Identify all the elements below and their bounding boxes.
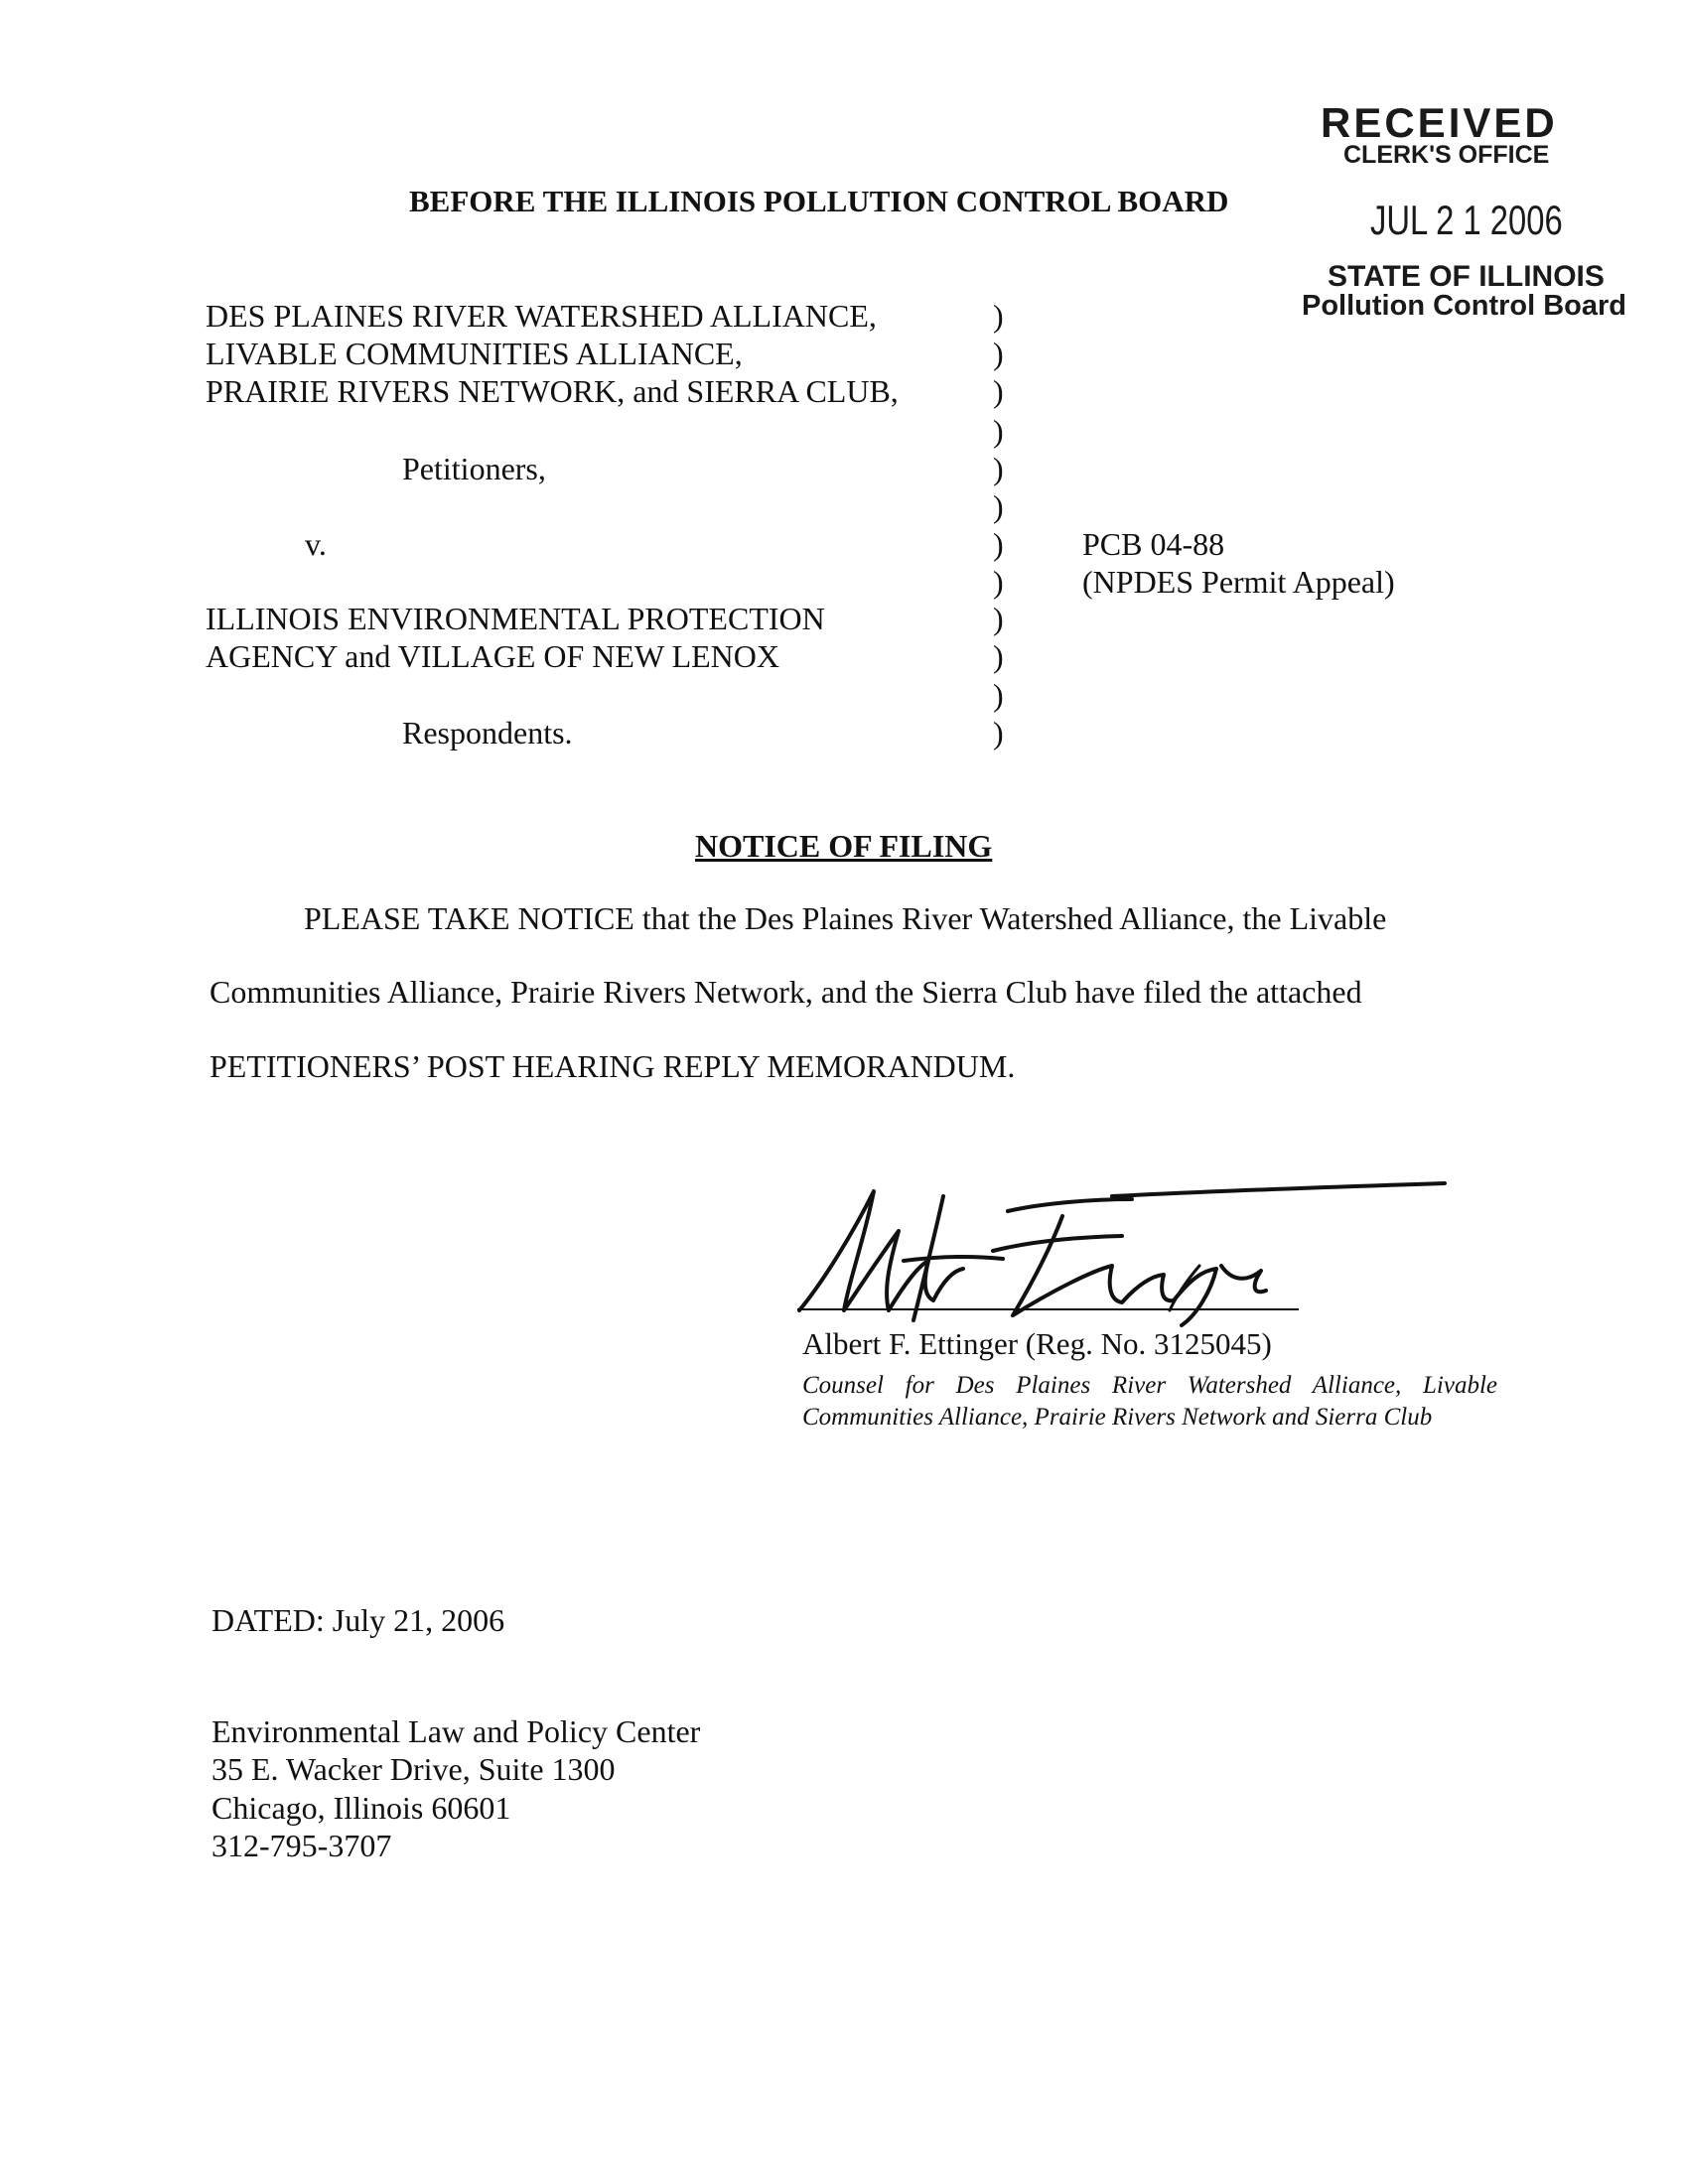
caption-paren: ): [993, 373, 1004, 409]
stamp-date: JUL 2 1 2006: [1370, 197, 1563, 243]
respondent-line-1: ILLINOIS ENVIRONMENTAL PROTECTION: [206, 601, 825, 636]
address-line-2: 35 E. Wacker Drive, Suite 1300: [211, 1751, 616, 1787]
notice-line-1: PLEASE TAKE NOTICE that the Des Plaines River Watershed Alliance, the Livable: [304, 900, 1387, 936]
caption-paren: ): [993, 715, 1004, 751]
stamp-clerks-office: CLERK'S OFFICE: [1343, 141, 1550, 169]
notice-line-2: Communities Alliance, Prairie Rivers Network, and the Sierra Club have filed the attached: [210, 974, 1362, 1010]
stamp-board: Pollution Control Board: [1302, 290, 1627, 322]
notice-title: NOTICE OF FILING: [695, 828, 993, 864]
caption-paren: ): [993, 336, 1004, 371]
signature-image: [794, 1171, 1450, 1330]
versus-label: v.: [305, 526, 327, 562]
address-line-1: Environmental Law and Policy Center: [211, 1713, 701, 1749]
stamp-received: RECEIVED: [1321, 99, 1558, 146]
case-type: (NPDES Permit Appeal): [1082, 564, 1395, 600]
address-line-3: Chicago, Illinois 60601: [211, 1790, 511, 1826]
caption-paren: ): [993, 677, 1004, 713]
caption-paren: ): [993, 488, 1004, 524]
case-number: PCB 04-88: [1082, 526, 1225, 562]
petitioner-line-2: LIVABLE COMMUNITIES ALLIANCE,: [206, 336, 743, 371]
caption-paren: ): [993, 413, 1004, 449]
caption-paren: ): [993, 601, 1004, 636]
caption-paren: ): [993, 638, 1004, 674]
respondent-line-2: AGENCY and VILLAGE OF NEW LENOX: [206, 638, 779, 674]
respondents-label: Respondents.: [402, 715, 573, 751]
petitioners-label: Petitioners,: [402, 451, 546, 486]
petitioner-line-3: PRAIRIE RIVERS NETWORK, and SIERRA CLUB,: [206, 373, 899, 409]
petitioner-line-1: DES PLAINES RIVER WATERSHED ALLIANCE,: [206, 298, 877, 334]
attorney-name: Albert F. Ettinger (Reg. No. 3125045): [802, 1326, 1272, 1361]
document-heading: BEFORE THE ILLINOIS POLLUTION CONTROL BOARD: [409, 184, 1229, 218]
signature-line: [797, 1308, 1299, 1310]
address-line-4: 312-795-3707: [211, 1828, 392, 1863]
counsel-description: Counsel for Des Plaines River Watershed Alliance, Livable Communities Alliance, Prairie Rivers Network and Sierra Club: [802, 1372, 1497, 1431]
caption-paren: ): [993, 298, 1004, 334]
caption-paren: ): [993, 451, 1004, 486]
dated-line: DATED: July 21, 2006: [211, 1602, 505, 1638]
stamp-state: STATE OF ILLINOIS: [1328, 260, 1605, 293]
caption-paren: ): [993, 526, 1004, 562]
notice-line-3: PETITIONERS’ POST HEARING REPLY MEMORANDUM.: [210, 1048, 1016, 1084]
caption-paren: ): [993, 564, 1004, 600]
